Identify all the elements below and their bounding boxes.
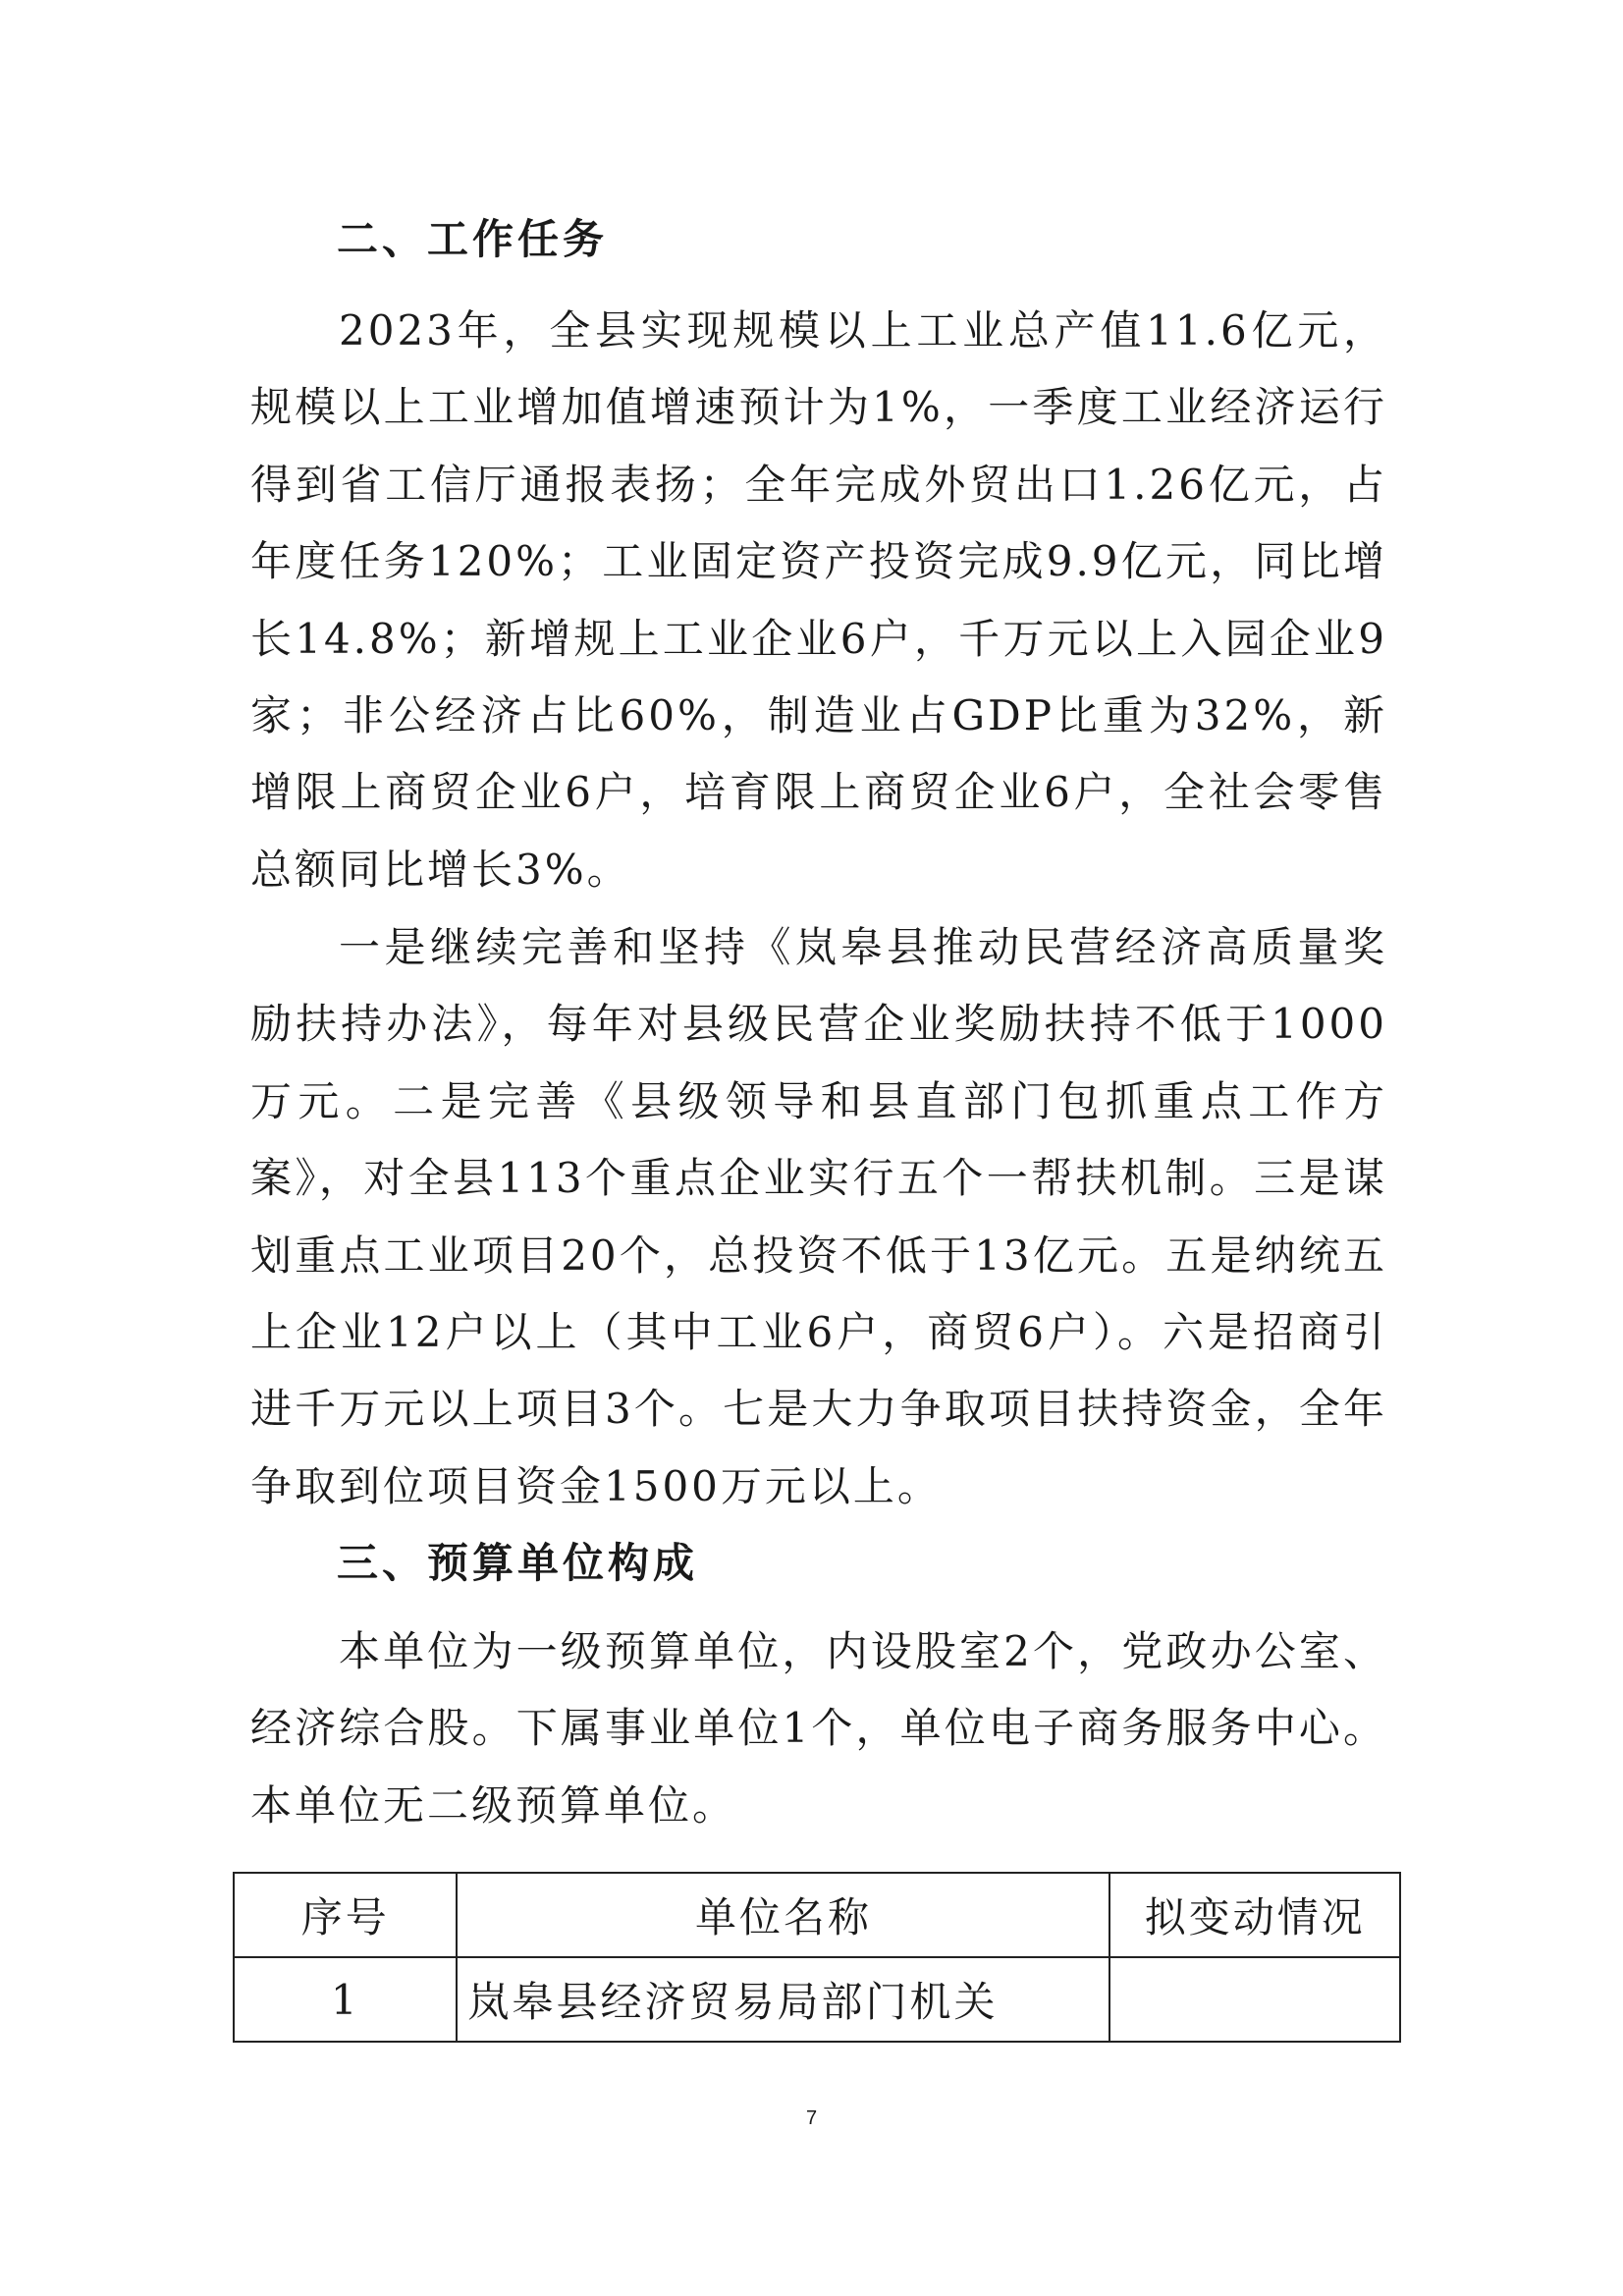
- cell-unit-name: 岚皋县经济贸易局部门机关: [457, 1957, 1109, 2042]
- budget-unit-table: [233, 1872, 1401, 2043]
- work-measures-paragraph: 一是继续完善和坚持《岚皋县推动民营经济高质量奖励扶持办法》，每年对县级民营企业奖励扶持不低于1000万元。二是完善《县级领导和县直部门包抓重点工作方案》，对全县113个重点企业实行五个一帮扶机制。三是谋划重点工业项目20个，总投资不低于13亿元。五是纳统五上企业12户以上（其中工业6户，商贸6户）。六是招商引进千万元以上项目3个。七是大力争取项目扶持资金，全年争取到位项目资金1500万元以上。: [250, 923, 1387, 1510]
- column-header-index: 序号: [234, 1873, 457, 1957]
- column-header-change: 拟变动情况: [1109, 1873, 1400, 1957]
- cell-change: [1109, 1957, 1400, 2042]
- column-header-unit-name: 单位名称: [457, 1873, 1109, 1957]
- budget-units-paragraph: 本单位为一级预算单位，内设股室2个，党政办公室、经济综合股。下属事业单位1个，单位电子商务服务中心。本单位无二级预算单位。: [250, 1627, 1387, 1830]
- section-heading-work-tasks: 二、工作任务: [337, 215, 609, 263]
- cell-index: 1: [234, 1957, 457, 2042]
- work-summary-paragraph: 2023年，全县实现规模以上工业总产值11.6亿元，规模以上工业增加值增速预计为1%，一季度工业经济运行得到省工信厅通报表扬；全年完成外贸出口1.26亿元，占年度任务120%；工业固定资产投资完成9.9亿元，同比增长14.8%；新增规上工业企业6户，千万元以上入园企业9家；非公经济占比60%，制造业占GDP比重为32%，新增限上商贸企业6户，培育限上商贸企业6户，全社会零售总额同比增长3%。: [250, 306, 1387, 894]
- page-number: 7: [805, 2107, 818, 2129]
- section-heading-budget-units: 三、预算单位构成: [337, 1539, 699, 1587]
- table-header-row: [234, 1873, 1400, 1957]
- table-row: [234, 1957, 1400, 2042]
